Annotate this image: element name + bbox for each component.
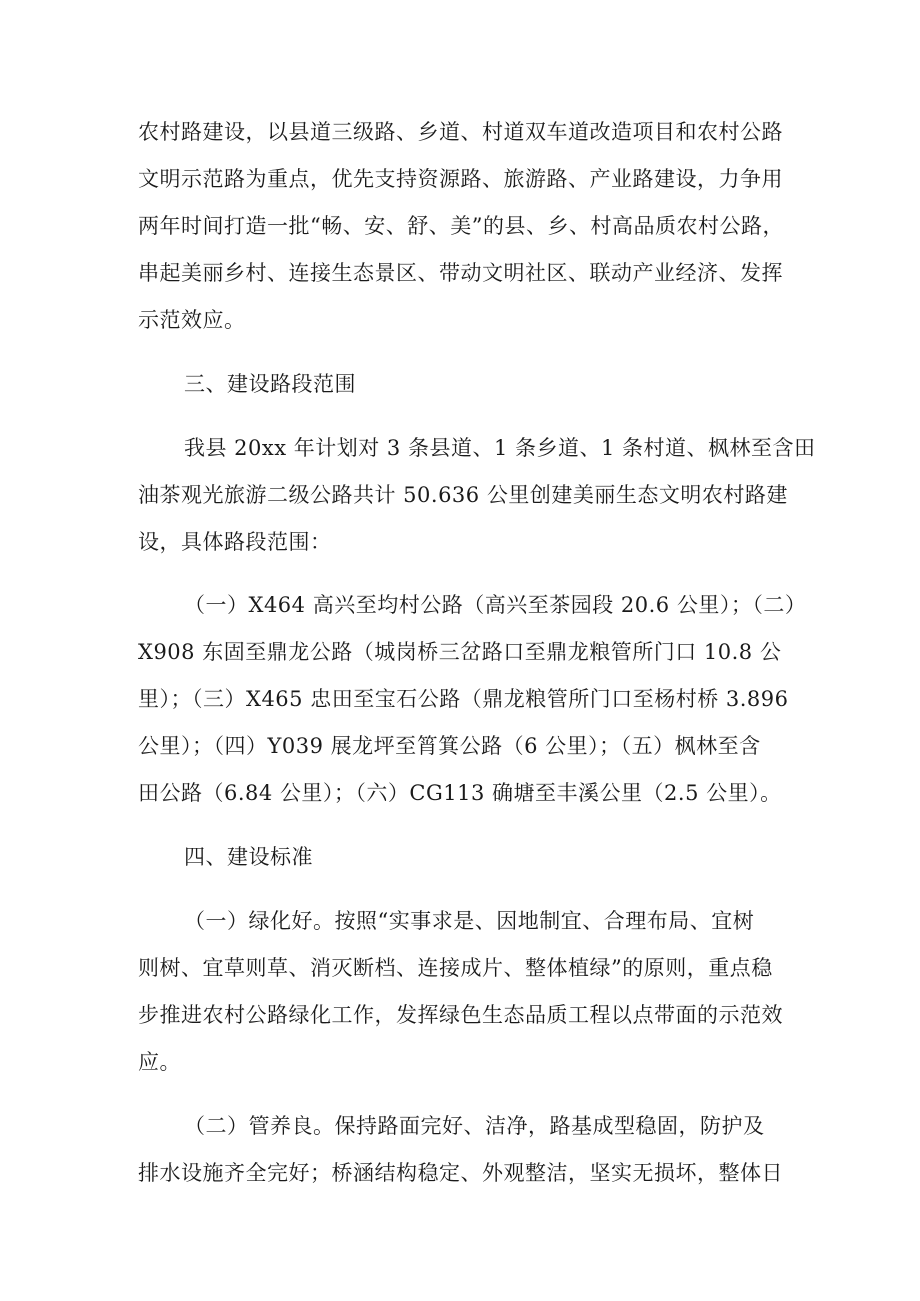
text-line: 排水设施齐全完好；桥涵结构稳定、外观整洁，坚实无损坏，整体日 — [138, 1161, 783, 1185]
text-line: （二）管养良。保持路面完好、洁净，路基成型稳固，防护及 — [184, 1114, 765, 1138]
text-line: 文明示范路为重点，优先支持资源路、旅游路、产业路建设，力争用 — [138, 167, 783, 191]
text-line: （一）X464 高兴至均村公路（高兴至茶园段 20.6 公里）；（二） — [184, 593, 807, 617]
text-line: 公里）；（四）Y039 展龙坪至筲箕公路（6 公里）；（五）枫林至含 — [138, 734, 761, 758]
text-line: 油茶观光旅游二级公路共计 50.636 公里创建美丽生态文明农村路建 — [138, 483, 788, 507]
text-line: 则树、宜草则草、消灭断档、连接成片、整体植绿”的原则，重点稳 — [138, 956, 773, 980]
text-line: 我县 20xx 年计划对 3 条县道、1 条乡道、1 条村道、枫林至含田 — [184, 436, 816, 460]
text-line: 农村路建设，以县道三级路、乡道、村道双车道改造项目和农村公路 — [138, 120, 783, 144]
section-heading: 四、建设标准 — [184, 845, 313, 869]
text-line: （一）绿化好。按照“实事求是、因地制宜、合理布局、宜树 — [184, 909, 755, 933]
text-line: 田公路（6.84 公里）；（六）CG113 确塘至丰溪公里（2.5 公里）。 — [138, 781, 782, 805]
text-line: 里）；（三）X465 忠田至宝石公路（鼎龙粮管所门口至杨村桥 3.896 — [138, 687, 789, 711]
text-line: 两年时间打造一批“畅、安、舒、美”的县、乡、村高品质农村公路， — [138, 214, 784, 238]
text-line: 应。 — [138, 1050, 181, 1074]
text-line: X908 东固至鼎龙公路（城岗桥三岔路口至鼎龙粮管所门口 10.8 公 — [138, 640, 782, 664]
text-line: 设，具体路段范围： — [138, 530, 332, 554]
text-line: 步推进农村公路绿化工作，发挥绿色生态品质工程以点带面的示范效 — [138, 1003, 783, 1027]
text-line: 示范效应。 — [138, 308, 246, 332]
text-line: 串起美丽乡村、连接生态景区、带动文明社区、联动产业经济、发挥 — [138, 261, 783, 285]
section-heading: 三、建设路段范围 — [184, 372, 356, 396]
